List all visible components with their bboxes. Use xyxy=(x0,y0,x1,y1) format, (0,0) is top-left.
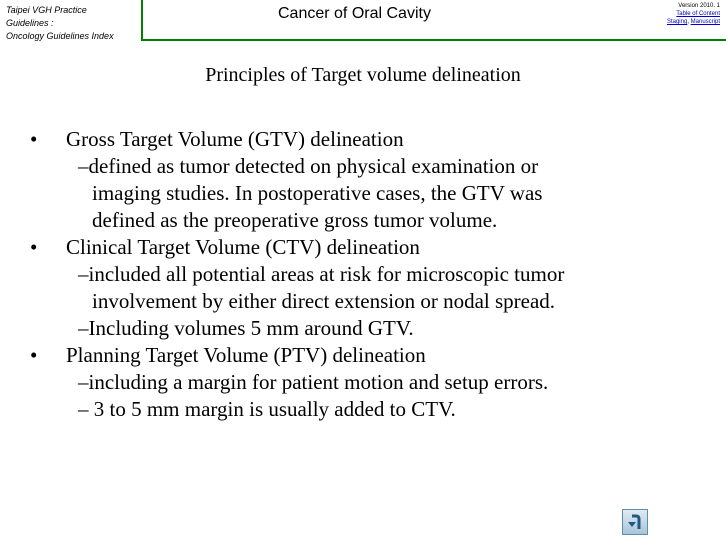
manuscript-link[interactable]: Manuscript xyxy=(690,19,720,25)
back-button[interactable] xyxy=(622,509,648,535)
sub-line: –included all potential areas at risk for microscopic tumor xyxy=(78,262,565,286)
sub-line: imaging studies. In postoperative cases, the GTV was xyxy=(92,181,543,205)
sub-line: –Including volumes 5 mm around GTV. xyxy=(78,316,414,340)
bullet-dot: • xyxy=(30,127,38,151)
org-line: Taipei VGH Practice xyxy=(6,5,87,15)
return-arrow-icon xyxy=(623,510,647,534)
sub-line: – 3 to 5 mm margin is usually added to CTV. xyxy=(78,397,456,421)
version-label: Version 2010. 1 xyxy=(678,3,720,9)
bullet-dot: • xyxy=(30,343,38,367)
header-divider-horizontal xyxy=(141,39,726,41)
sub-line: –defined as tumor detected on physical examination or xyxy=(78,154,539,178)
sub-line: involvement by either direct extension or nodal spread. xyxy=(92,289,556,313)
bullet-heading: Planning Target Volume (PTV) delineation xyxy=(66,343,426,367)
table-of-content-link[interactable]: Table of Content xyxy=(676,11,720,17)
sub-line: defined as the preoperative gross tumor volume. xyxy=(92,208,498,232)
guidelines-label xyxy=(6,4,136,43)
header-title: Cancer of Oral Cavity xyxy=(278,5,431,22)
sub-line: –including a margin for patient motion and setup errors. xyxy=(78,370,549,394)
bullet-item xyxy=(30,126,710,153)
guidelines-index-link[interactable]: Oncology Guidelines Index xyxy=(6,31,114,41)
bullet-heading: Gross Target Volume (GTV) delineation xyxy=(66,127,404,151)
page-title: Principles of Target volume delineation xyxy=(205,64,521,86)
bullet-item xyxy=(30,234,710,261)
header-right-panel: Version 2010. 1 Table of Content Staging, Manuscript xyxy=(630,2,720,26)
bullet-dot: • xyxy=(30,235,38,259)
header-divider-vertical xyxy=(141,0,143,41)
bullet-heading: Clinical Target Volume (CTV) delineation xyxy=(66,235,420,259)
staging-link[interactable]: Staging xyxy=(666,19,688,25)
org-line: Guidelines : xyxy=(6,18,54,28)
bullet-list xyxy=(30,126,710,423)
bullet-item xyxy=(30,342,710,369)
